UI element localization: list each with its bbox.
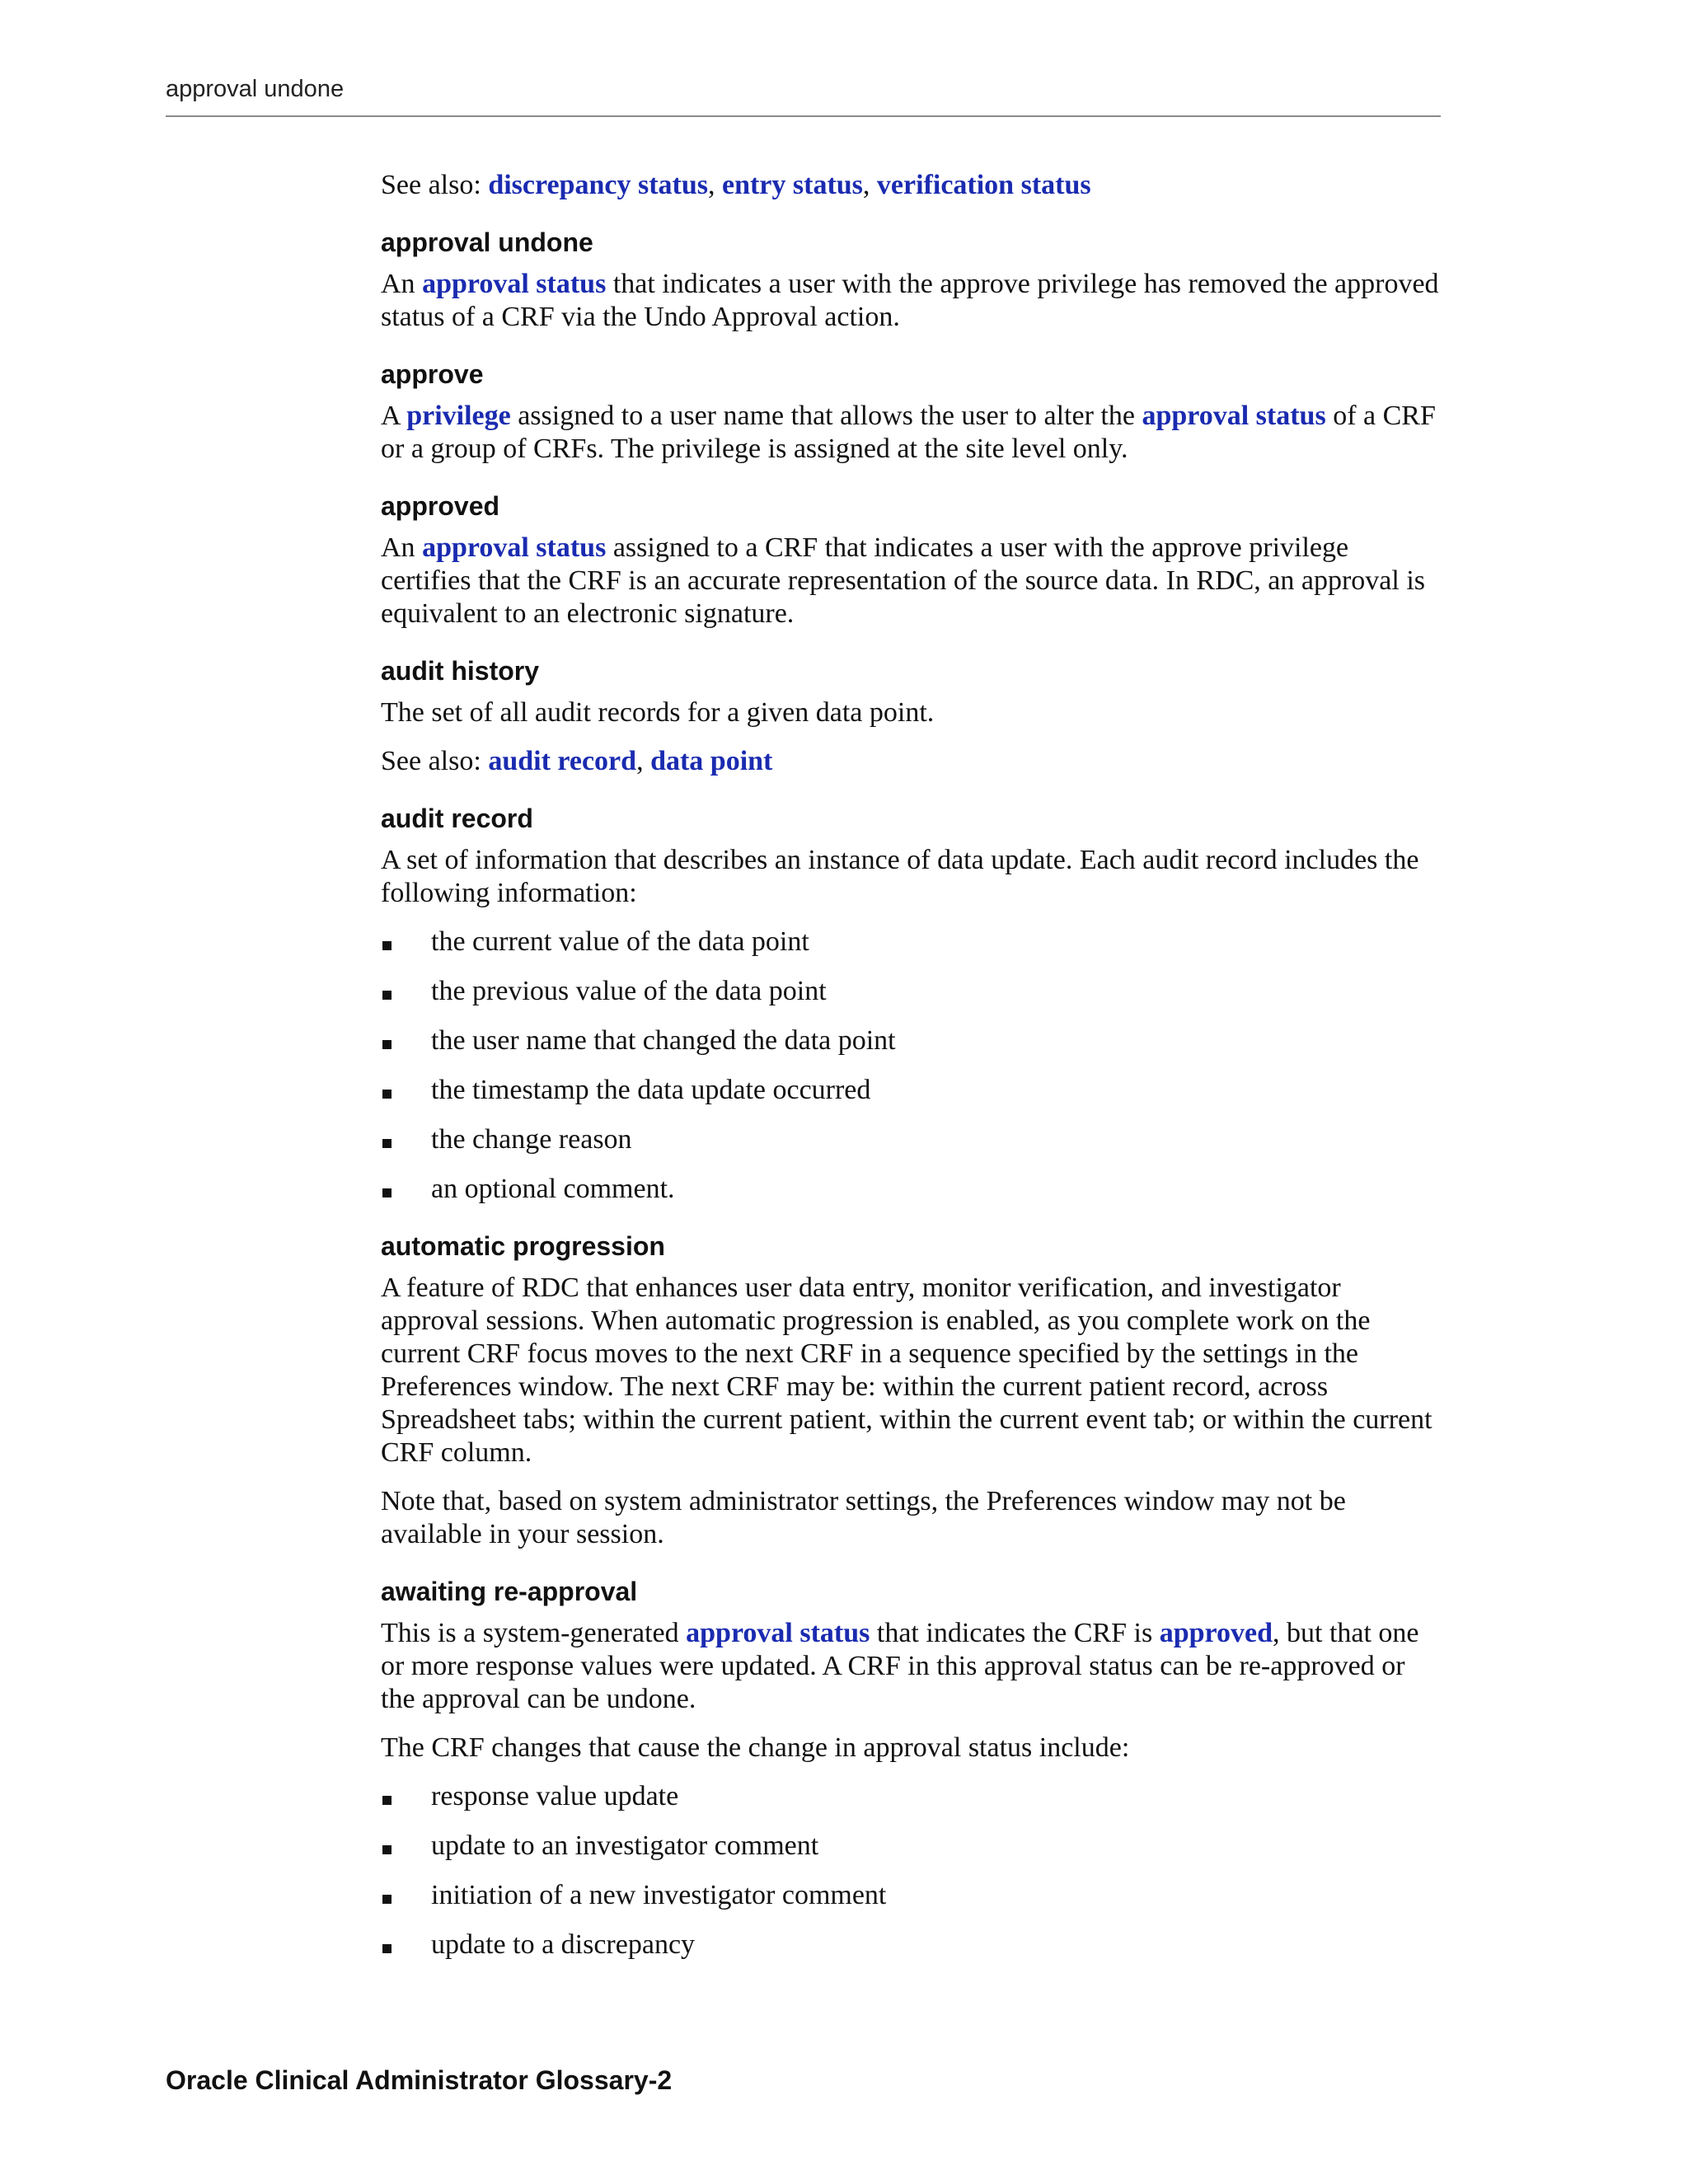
definition-text: A <box>381 401 407 431</box>
separator: , <box>707 170 722 200</box>
definition-text: , but that one or more response values were updated. A CRF in this approval status can be re-approved or the approval can be undone. <box>381 1618 1419 1714</box>
definition-text: that indicates the CRF is <box>870 1618 1160 1648</box>
definition-text: An <box>381 269 423 299</box>
entry-approval-undone <box>381 226 1444 334</box>
list-item-text: response value update <box>431 1781 679 1811</box>
see-also-prefix: See also: <box>381 170 489 200</box>
see-also <box>381 745 1444 778</box>
list-item <box>381 1929 1444 1961</box>
link-entry-status[interactable]: entry status <box>721 170 863 200</box>
square-bullet-icon <box>382 941 392 950</box>
list-item-text: initiation of a new investigator comment <box>431 1880 887 1910</box>
list-item <box>381 975 1444 1008</box>
entry-automatic-progression <box>381 1230 1444 1551</box>
bullet-list <box>381 926 1444 1206</box>
entry-audit-record <box>381 802 1444 1206</box>
glossary-content <box>381 169 1444 1978</box>
square-bullet-icon <box>382 1895 392 1904</box>
square-bullet-icon <box>382 1845 392 1854</box>
term-heading: automatic progression <box>381 1231 665 1261</box>
list-item <box>381 1780 1444 1813</box>
entry-audit-history <box>381 654 1444 778</box>
separator: , <box>636 746 651 776</box>
list-item <box>381 1173 1444 1206</box>
square-bullet-icon <box>382 1188 392 1197</box>
definition-text: This is a system-generated <box>381 1618 687 1648</box>
definition-text: of a CRF or a group of CRFs. The privilege is assigned at the site level only. <box>381 401 1436 464</box>
square-bullet-icon <box>382 1139 392 1148</box>
link-verification-status[interactable]: verification status <box>876 170 1091 200</box>
bullet-list <box>381 1780 1444 1961</box>
list-item-text: the previous value of the data point <box>431 976 827 1006</box>
list-item <box>381 1830 1444 1863</box>
entry-approve <box>381 358 1444 466</box>
link-approval-status[interactable]: approval status <box>686 1618 870 1648</box>
definition <box>381 1617 1444 1716</box>
term-heading: audit record <box>381 804 533 833</box>
list-item <box>381 1123 1444 1156</box>
link-discrepancy-status[interactable]: discrepancy status <box>488 170 708 200</box>
intro-see-also <box>381 169 1444 202</box>
definition-text: assigned to a user name that allows the user to alter the <box>510 401 1142 431</box>
list-item <box>381 1879 1444 1912</box>
see-also-prefix: See also: <box>381 746 489 776</box>
separator: , <box>862 170 877 200</box>
link-approval-status[interactable]: approval status <box>1142 401 1326 431</box>
link-approved[interactable]: approved <box>1159 1618 1273 1648</box>
definition <box>381 268 1444 334</box>
list-item-text: the current value of the data point <box>431 926 809 957</box>
list-item-text: the timestamp the data update occurred <box>431 1075 871 1105</box>
term-heading: audit history <box>381 656 540 686</box>
running-header: approval undone <box>166 76 345 102</box>
list-item <box>381 926 1444 958</box>
link-privilege[interactable]: privilege <box>406 401 511 431</box>
list-item-text: an optional comment. <box>431 1174 675 1204</box>
definition-note: The CRF changes that cause the change in approval status include: <box>381 1732 1130 1763</box>
definition-text: An <box>381 532 423 563</box>
square-bullet-icon <box>382 1796 392 1805</box>
list-item-text: the user name that changed the data point <box>431 1025 896 1056</box>
list-item-text: update to an investigator comment <box>431 1830 819 1861</box>
list-item <box>381 1074 1444 1107</box>
entry-approved <box>381 490 1444 630</box>
link-audit-record[interactable]: audit record <box>488 746 637 776</box>
term-heading: approve <box>381 359 484 389</box>
list-item-text: the change reason <box>431 1124 632 1155</box>
definition <box>381 532 1444 630</box>
list-item-text: update to a discrepancy <box>431 1929 696 1960</box>
square-bullet-icon <box>382 1040 392 1049</box>
definition <box>381 400 1444 466</box>
entry-awaiting-reapproval <box>381 1575 1444 1961</box>
link-approval-status[interactable]: approval status <box>422 269 607 299</box>
definition-text: assigned to a CRF that indicates a user with the approve privilege certifies that the CRF is an accurate representation of the source data. In RDC, an approval is equivalent to an electronic signature. <box>381 532 1426 629</box>
link-data-point[interactable]: data point <box>650 746 773 776</box>
term-heading: awaiting re-approval <box>381 1577 638 1606</box>
list-item <box>381 1024 1444 1057</box>
link-approval-status[interactable]: approval status <box>422 532 607 563</box>
square-bullet-icon <box>382 1944 392 1953</box>
square-bullet-icon <box>382 991 392 1000</box>
definition: A feature of RDC that enhances user data entry, monitor verification, and investigator approval sessions. When automatic progression is enabled, as you complete work on the current CRF focus moves to the next CRF in a sequence specified by the settings in the Preferences window. The next CRF may be: within the current patient record, across Spreadsheet tabs; within the current patient, within the current event tab; or within the current CRF column. <box>381 1272 1432 1468</box>
definition: The set of all audit records for a given data point. <box>381 697 935 728</box>
definition-text: that indicates a user with the approve privilege has removed the approved status of a CRF via the Undo Approval action. <box>381 269 1439 332</box>
square-bullet-icon <box>382 1090 392 1099</box>
header-rule <box>166 115 1441 117</box>
term-heading: approval undone <box>381 227 593 257</box>
term-heading: approved <box>381 491 500 521</box>
definition-note: Note that, based on system administrator settings, the Preferences window may not be available in your session. <box>381 1486 1346 1549</box>
page-footer: Oracle Clinical Administrator Glossary-2 <box>166 2065 673 2095</box>
definition: A set of information that describes an instance of data update. Each audit record includes the following information: <box>381 845 1419 908</box>
